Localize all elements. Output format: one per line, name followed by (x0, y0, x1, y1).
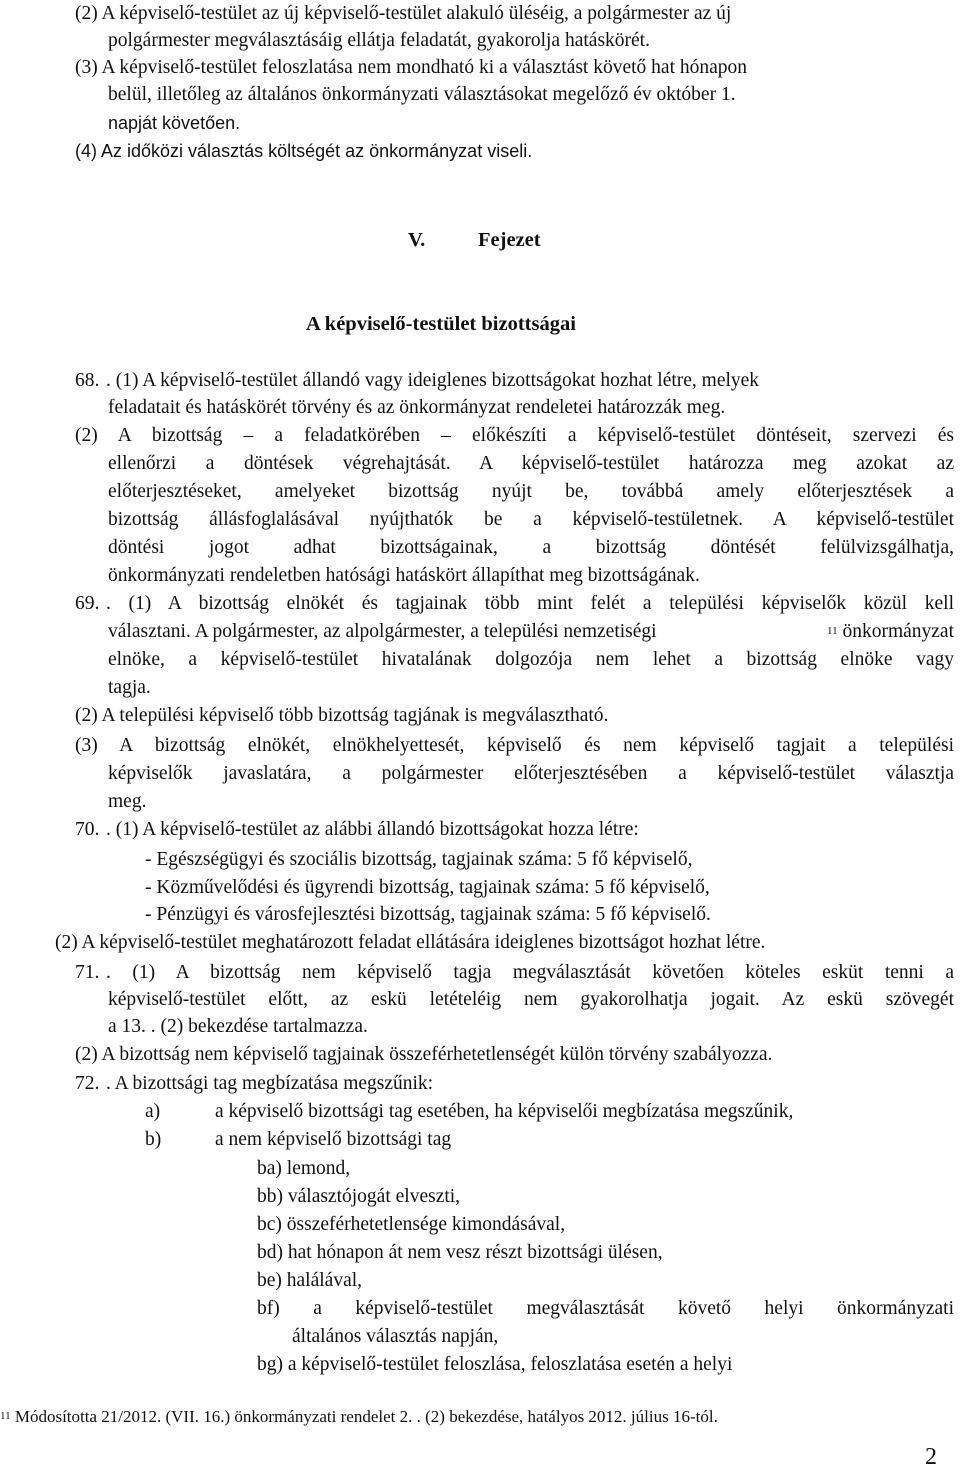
section-71-line: (2) A bizottság nem képviselő tagjainak összeférhetetlenségét külön törvény szabályozza. (75, 1044, 773, 1065)
sub-list-item: be) halálával, (257, 1270, 363, 1291)
section-68-line: . (1) A képviselő-testület állandó vagy ideiglenes bizottságokat hozhat létre, melyek (106, 370, 760, 391)
section-69-line: elnöke, a képviselő-testület hivatalának dolgozója nem lehet a bizottság elnöke vagy (108, 649, 954, 670)
section-70-line: . (1) A képviselő-testület az alábbi állandó bizottságokat hozza létre: (106, 819, 639, 840)
section-number: 70. (75, 819, 100, 840)
sub-list-item: bc) összeférhetetlensége kimondásával, (257, 1214, 566, 1235)
sub-list-item: bd) hat hónapon át nem vesz részt bizottsági ülésen, (257, 1242, 663, 1263)
committee-item: - Pénzügyi és városfejlesztési bizottság, tagjainak száma: 5 fő képviselő. (145, 904, 711, 925)
section-68-line: feladatait és hatáskörét törvény és az önkormányzat rendeletei határozzák meg. (108, 397, 726, 418)
para-4-3-line: napját követően. (108, 113, 241, 133)
section-69-line: . (1) A bizottság elnökét és tagjainak több mint felét a települési képviselők közül kell (106, 593, 954, 614)
list-marker: b) (145, 1129, 162, 1150)
committee-item: - Közművelődési és ügyrendi bizottság, tagjainak száma: 5 fő képviselő, (145, 877, 710, 898)
section-71-line: a 13. . (2) bekezdése tartalmazza. (108, 1016, 368, 1037)
para-4-3-line: belül, illetőleg az általános önkormányzati választásokat megelőző év október 1. (108, 84, 736, 105)
section-68-line: (2) A bizottság – a feladatkörében – előkészíti a képviselő-testület döntéseit, szervezi és (75, 425, 954, 446)
para-4-2-line: polgármester megválasztásáig ellátja feladatát, gyakorolja hatáskörét. (108, 30, 650, 51)
para-4-4: (4) Az időközi választás költségét az önkormányzat viseli. (75, 141, 533, 161)
chapter-title: A képviselő-testület bizottságai (306, 313, 576, 335)
chapter-word: Fejezet (478, 229, 541, 251)
section-71-line: . (1) A bizottság nem képviselő tagja megválasztását követően köteles esküt tenni a (106, 962, 954, 983)
chapter-number: V. (408, 229, 426, 251)
list-marker: a) (145, 1101, 161, 1122)
sub-list-item: általános választás napján, (292, 1326, 499, 1347)
section-number: 71. (75, 962, 100, 983)
section-number: 69. (75, 593, 100, 614)
section-69-line: meg. (108, 791, 147, 812)
section-69-line: választani. A polgármester, az alpolgármester, a települési nemzetiségi $^{11}$ önkormányzat (108, 621, 954, 642)
section-68-line: előterjesztéseket, amelyeket bizottság nyújt be, továbbá amely előterjesztések a (108, 481, 954, 502)
footnote-text: Módosította 21/2012. (VII. 16.) önkormányzati rendelet 2. . (2) bekezdése, hatályos 2012. július 16-tól. (14, 1407, 718, 1426)
page-number: 2 (925, 1444, 937, 1470)
section-number: 72. (75, 1073, 100, 1094)
section-71-line: képviselő-testület előtt, az eskü letételéig nem gyakorolhatja jogait. Az eskü szövegét (108, 989, 954, 1010)
section-69-line: (2) A települési képviselő több bizottság tagjának is megválasztható. (75, 705, 609, 726)
section-68-line: önkormányzati rendeletben hatósági hatáskört állapíthat meg bizottságának. (108, 565, 700, 586)
sub-list-item: bf) a képviselő-testület megválasztását követő helyi önkormányzati (257, 1298, 954, 1319)
footnote-mark: 11 (0, 1410, 11, 1422)
section-70-line: (2) A képviselő-testület meghatározott feladat ellátására ideiglenes bizottságot hozhat létre. (55, 932, 766, 953)
para-4-2-line: (2) A képviselő-testület az új képviselő-testület alakuló üléséig, a polgármester az új (75, 3, 732, 24)
section-68-line: döntési jogot adhat bizottságainak, a bizottság döntését felülvizsgálhatja, (108, 537, 954, 558)
section-number: 68. (75, 370, 100, 391)
list-item: a képviselő bizottsági tag esetében, ha képviselői megbízatása megszűnik, (215, 1101, 794, 1122)
footnote-reference[interactable]: 11 (826, 625, 838, 637)
footnote (0, 1406, 718, 1428)
committee-item: - Egészségügyi és szociális bizottság, tagjainak száma: 5 fő képviselő, (145, 849, 693, 870)
sub-list-item: bg) a képviselő-testület feloszlása, feloszlatása esetén a helyi (257, 1354, 733, 1375)
sub-list-item: ba) lemond, (257, 1158, 351, 1179)
section-72-line: . A bizottsági tag megbízatása megszűnik: (106, 1073, 434, 1094)
section-69-line: tagja. (108, 677, 151, 698)
sub-list-item: bb) választójogát elveszti, (257, 1186, 461, 1207)
para-4-3-line: (3) A képviselő-testület feloszlatása nem mondható ki a választást követő hat hónapon (75, 57, 748, 78)
list-item: a nem képviselő bizottsági tag (215, 1129, 452, 1150)
section-68-line: ellenőrzi a döntések végrehajtását. A képviselő-testület határozza meg azokat az (108, 453, 954, 474)
section-68-line: bizottság állásfoglalásával nyújthatók be a képviselő-testületnek. A képviselő-testület (108, 509, 954, 530)
section-69-line: képviselők javaslatára, a polgármester előterjesztésében a képviselő-testület választja (108, 763, 954, 784)
section-69-line: (3) A bizottság elnökét, elnökhelyettesét, képviselő és nem képviselő tagjait a települési (75, 735, 954, 756)
